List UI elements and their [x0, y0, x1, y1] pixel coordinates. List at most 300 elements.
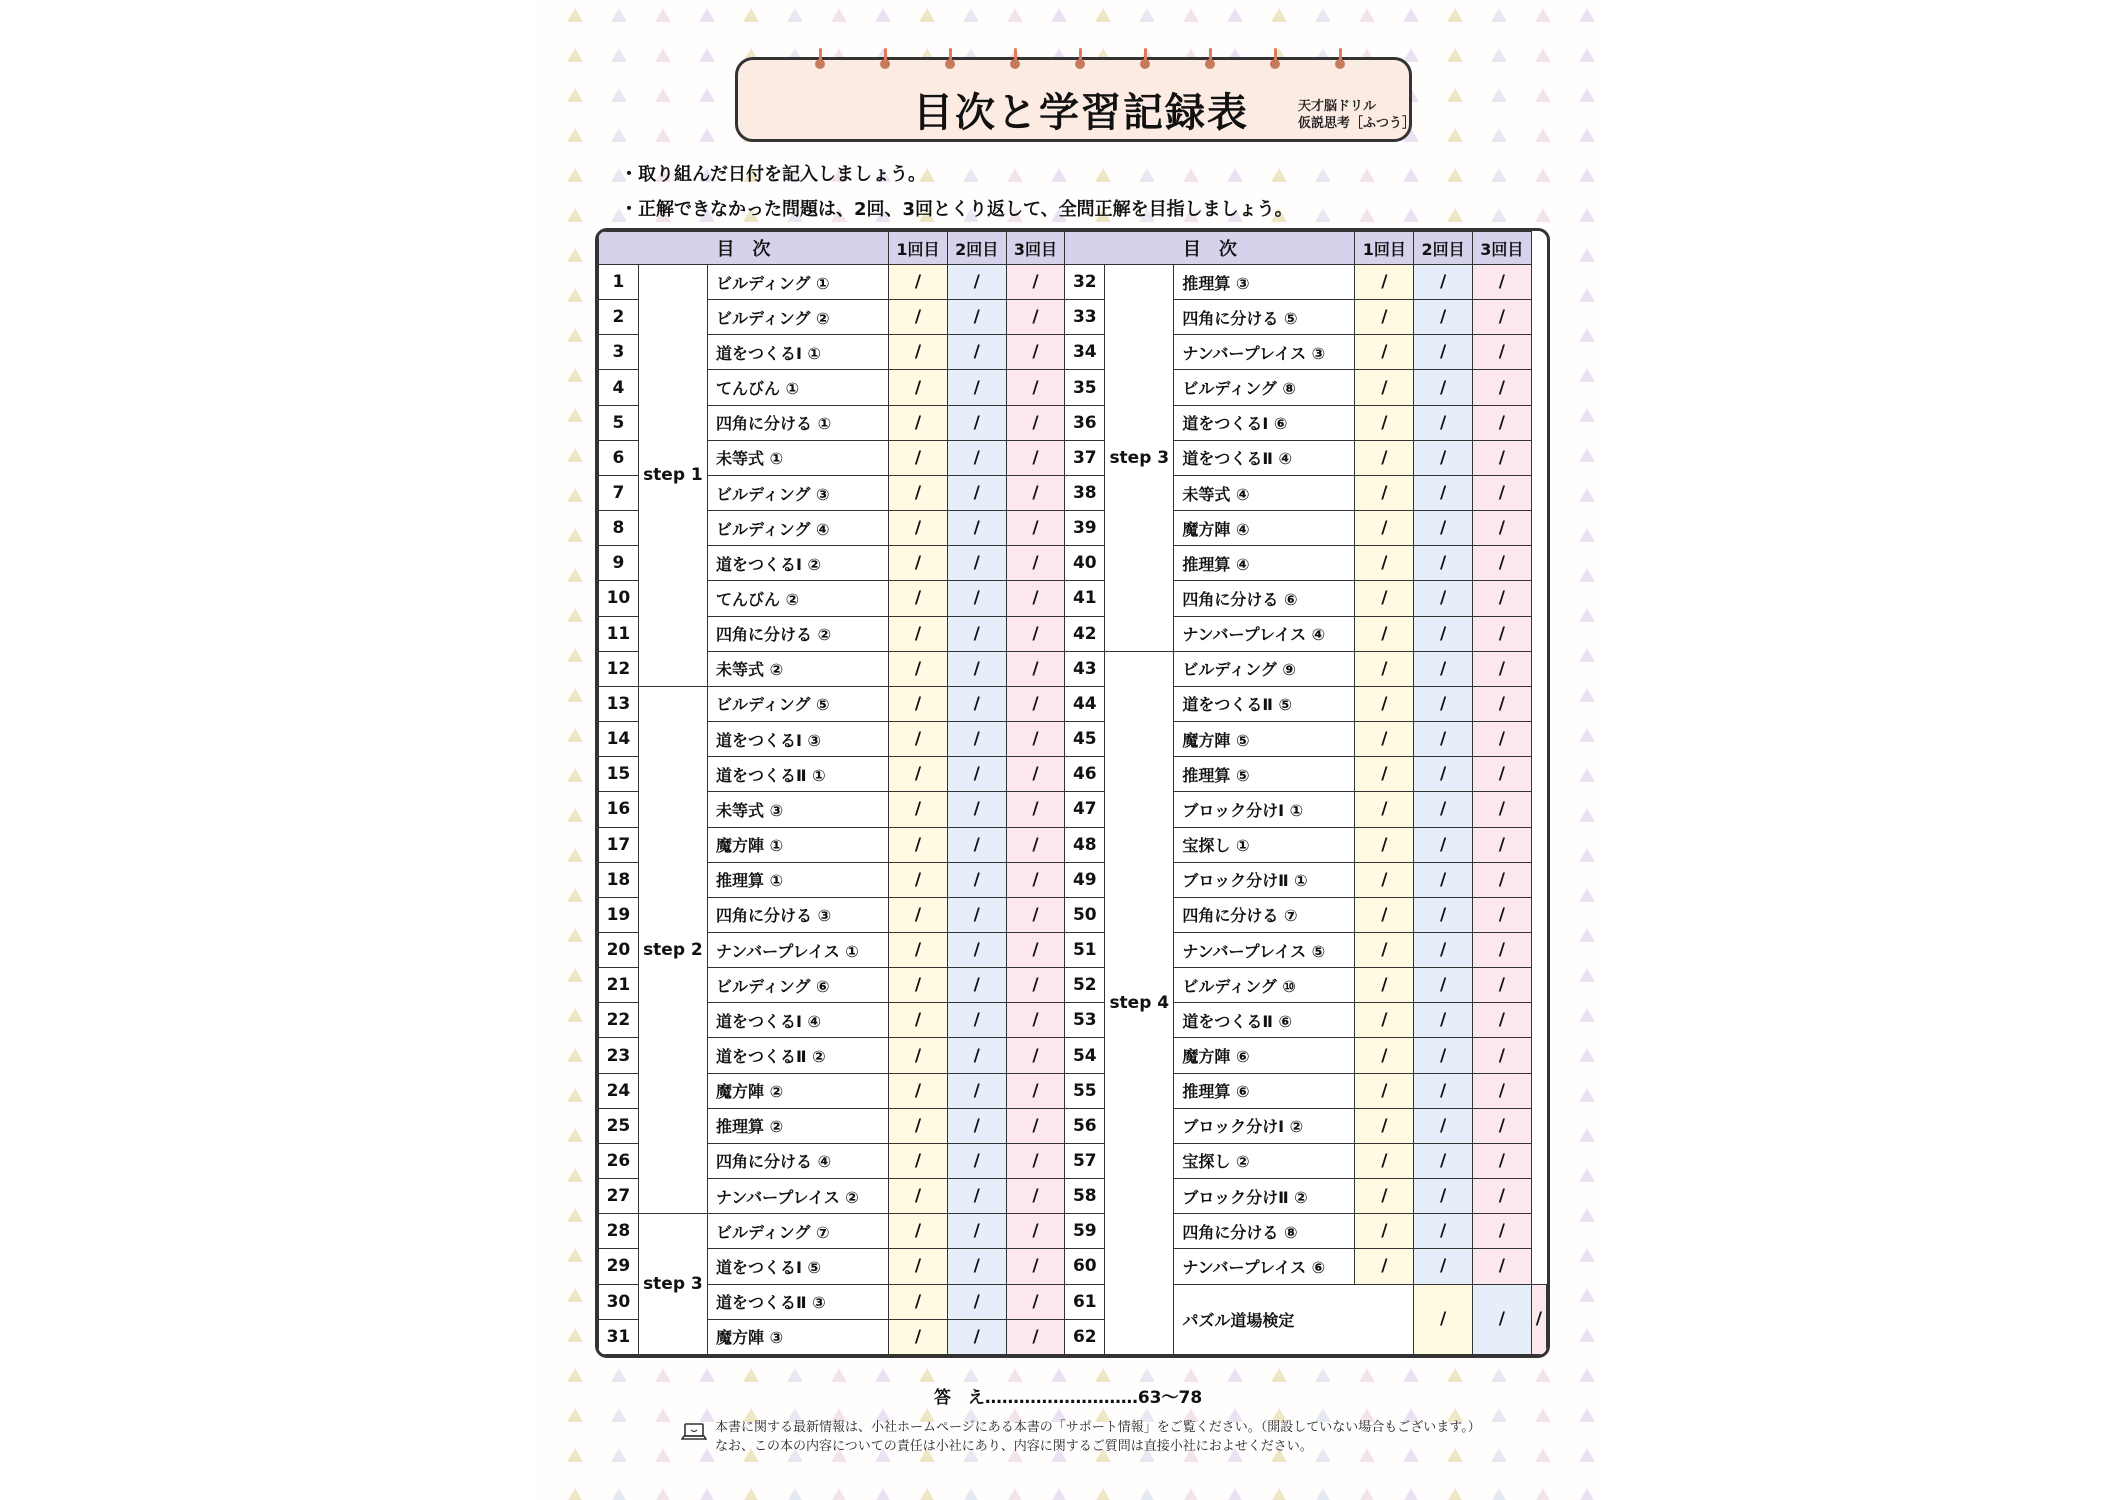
date-cell-round2[interactable]: / — [947, 1179, 1006, 1214]
date-cell-round3[interactable]: / — [1472, 265, 1531, 300]
date-cell-round1[interactable]: / — [889, 1284, 948, 1319]
date-cell-round3[interactable]: / — [1006, 405, 1065, 440]
date-cell-round3[interactable]: / — [1006, 968, 1065, 1003]
date-cell-round1[interactable]: / — [1355, 827, 1414, 862]
pattern-triangle — [1359, 1368, 1375, 1382]
pattern-triangle — [1491, 1488, 1507, 1500]
date-cell-round2[interactable]: / — [947, 1003, 1006, 1038]
date-cell-round1[interactable]: / — [1355, 1214, 1414, 1249]
header-contents-right: 目 次 — [1065, 232, 1355, 265]
date-cell-round2[interactable]: / — [1414, 968, 1473, 1003]
table-row — [599, 616, 1547, 651]
pattern-triangle — [875, 1368, 891, 1382]
pattern-triangle — [1579, 168, 1595, 182]
date-cell-round3[interactable]: / — [1006, 1319, 1065, 1354]
pattern-triangle — [1579, 808, 1595, 822]
date-cell-round1[interactable]: / — [889, 1319, 948, 1354]
date-cell-round3[interactable]: / — [1006, 932, 1065, 967]
item-number: 18 — [599, 862, 639, 897]
table-row — [599, 581, 1547, 616]
date-cell-round3[interactable]: / — [1472, 546, 1531, 581]
date-cell-round3[interactable]: / — [1006, 475, 1065, 510]
date-cell-round3[interactable]: / — [1472, 1038, 1531, 1073]
pattern-triangle — [1491, 1408, 1507, 1422]
date-cell-round2[interactable]: / — [947, 651, 1006, 686]
date-cell-round3[interactable]: / — [1006, 1284, 1065, 1319]
date-cell-round3[interactable]: / — [1006, 651, 1065, 686]
item-number: 47 — [1065, 792, 1105, 827]
date-cell-round3[interactable]: / — [1006, 722, 1065, 757]
item-number: 20 — [599, 932, 639, 967]
pattern-triangle — [787, 8, 803, 22]
item-title: ビルディング ⑤ — [708, 686, 889, 721]
date-cell-round2[interactable]: / — [1414, 335, 1473, 370]
pattern-triangle — [1579, 688, 1595, 702]
date-cell-round1[interactable]: / — [889, 440, 948, 475]
date-cell-round2[interactable]: / — [947, 300, 1006, 335]
date-cell-round2[interactable]: / — [947, 897, 1006, 932]
pattern-triangle — [1491, 128, 1507, 142]
table-row — [599, 265, 1547, 300]
table-row — [599, 511, 1547, 546]
date-cell-round2[interactable]: / — [947, 968, 1006, 1003]
date-cell-round1[interactable]: / — [1355, 1143, 1414, 1178]
item-title: ナンバープレイス ④ — [1174, 616, 1355, 651]
date-cell-round2[interactable]: / — [947, 1073, 1006, 1108]
page-title: 目次と学習記録表 — [913, 90, 1249, 136]
date-cell-round1[interactable]: / — [889, 1143, 948, 1178]
date-cell-round2[interactable]: / — [1414, 757, 1473, 792]
date-cell-round2[interactable]: / — [947, 440, 1006, 475]
pattern-triangle — [875, 1488, 891, 1500]
pattern-triangle — [1139, 8, 1155, 22]
date-cell-round2[interactable]: / — [947, 1038, 1006, 1073]
date-cell-round3[interactable]: / — [1006, 757, 1065, 792]
date-cell-round1[interactable]: / — [889, 405, 948, 440]
step-label: step 3 — [638, 1214, 707, 1355]
pattern-triangle — [655, 1488, 671, 1500]
date-cell-round1[interactable]: / — [1355, 1003, 1414, 1038]
date-cell-round2[interactable]: / — [947, 932, 1006, 967]
date-cell-round3[interactable]: / — [1006, 827, 1065, 862]
date-cell-round2[interactable]: / — [947, 862, 1006, 897]
item-number: 56 — [1065, 1108, 1105, 1143]
date-cell-round2[interactable]: / — [1414, 265, 1473, 300]
pattern-triangle — [1183, 8, 1199, 22]
date-cell-round1[interactable]: / — [1355, 897, 1414, 932]
date-cell-round1[interactable]: / — [1355, 440, 1414, 475]
footer-line-2: なお、この本の内容についての責任は小社にあり、内容に関するご質問は直接小社におよせください。 — [715, 1439, 1313, 1454]
date-cell-round3[interactable]: / — [1472, 440, 1531, 475]
pattern-triangle — [1403, 208, 1419, 222]
date-cell-round1[interactable]: / — [889, 1108, 948, 1143]
date-cell-round1[interactable]: / — [889, 1249, 948, 1284]
pattern-triangle — [567, 1288, 583, 1302]
binder-ring — [1206, 52, 1214, 68]
pattern-triangle — [567, 1008, 583, 1022]
item-number: 2 — [599, 300, 639, 335]
item-title: てんびん ② — [708, 581, 889, 616]
date-cell-round3[interactable]: / — [1006, 1108, 1065, 1143]
pattern-triangle — [787, 1368, 803, 1382]
pattern-triangle — [567, 768, 583, 782]
table-row — [599, 546, 1547, 581]
date-cell-round1[interactable]: / — [889, 1073, 948, 1108]
date-cell-round2[interactable]: / — [1414, 1143, 1473, 1178]
date-cell-round3[interactable]: / — [1472, 1179, 1531, 1214]
date-cell-round1[interactable]: / — [1414, 1284, 1473, 1354]
date-cell-round3[interactable]: / — [1006, 581, 1065, 616]
date-cell-round2[interactable]: / — [947, 757, 1006, 792]
date-cell-round3[interactable]: / — [1472, 1214, 1531, 1249]
date-cell-round1[interactable]: / — [1355, 335, 1414, 370]
date-cell-round2[interactable]: / — [947, 546, 1006, 581]
pattern-triangle — [831, 1368, 847, 1382]
date-cell-round1[interactable]: / — [889, 757, 948, 792]
date-cell-round3[interactable]: / — [1472, 1003, 1531, 1038]
date-cell-round3[interactable]: / — [1472, 581, 1531, 616]
date-cell-round1[interactable]: / — [1355, 300, 1414, 335]
item-title: ビルディング ⑧ — [1174, 370, 1355, 405]
date-cell-round1[interactable]: / — [1355, 1073, 1414, 1108]
item-title: 魔方陣 ⑤ — [1174, 722, 1355, 757]
pattern-triangle — [875, 8, 891, 22]
date-cell-round3[interactable]: / — [1472, 511, 1531, 546]
item-number: 12 — [599, 651, 639, 686]
date-cell-round1[interactable]: / — [889, 511, 948, 546]
date-cell-round1[interactable]: / — [889, 1038, 948, 1073]
pattern-triangle — [1579, 888, 1595, 902]
date-cell-round3[interactable]: / — [1006, 511, 1065, 546]
pattern-triangle — [1535, 1488, 1551, 1500]
date-cell-round2[interactable]: / — [947, 511, 1006, 546]
pattern-triangle — [567, 88, 583, 102]
date-cell-round1[interactable]: / — [889, 686, 948, 721]
item-title: 四角に分ける ⑤ — [1174, 300, 1355, 335]
date-cell-round1[interactable]: / — [889, 651, 948, 686]
date-cell-round3[interactable]: / — [1006, 440, 1065, 475]
date-cell-round2[interactable]: / — [1414, 1179, 1473, 1214]
item-title: 推理算 ① — [708, 862, 889, 897]
pattern-triangle — [1579, 288, 1595, 302]
date-cell-round3[interactable]: / — [1472, 335, 1531, 370]
item-number: 51 — [1065, 932, 1105, 967]
date-cell-round3[interactable]: / — [1006, 686, 1065, 721]
date-cell-round3[interactable]: / — [1472, 475, 1531, 510]
date-cell-round1[interactable]: / — [1355, 932, 1414, 967]
date-cell-round3[interactable]: / — [1472, 1143, 1531, 1178]
pattern-triangle — [1535, 8, 1551, 22]
date-cell-round3[interactable]: / — [1472, 370, 1531, 405]
pattern-triangle — [1579, 248, 1595, 262]
date-cell-round2[interactable]: / — [947, 1143, 1006, 1178]
date-cell-round1[interactable]: / — [1355, 546, 1414, 581]
date-cell-round1[interactable]: / — [889, 1214, 948, 1249]
pattern-triangle — [567, 648, 583, 662]
date-cell-round2[interactable]: / — [1414, 1038, 1473, 1073]
item-number: 10 — [599, 581, 639, 616]
date-cell-round2[interactable]: / — [1414, 1214, 1473, 1249]
item-number: 26 — [599, 1143, 639, 1178]
date-cell-round2[interactable]: / — [947, 792, 1006, 827]
date-cell-round2[interactable]: / — [1414, 862, 1473, 897]
date-cell-round2[interactable]: / — [1472, 1284, 1531, 1354]
pattern-triangle — [611, 1448, 627, 1462]
pattern-triangle — [1579, 528, 1595, 542]
date-cell-round1[interactable]: / — [1355, 792, 1414, 827]
pattern-triangle — [699, 1448, 715, 1462]
date-cell-round3[interactable]: / — [1472, 792, 1531, 827]
book-name-line1: 天才脳ドリル — [1298, 99, 1377, 114]
date-cell-round1[interactable]: / — [1355, 968, 1414, 1003]
pattern-triangle — [787, 1488, 803, 1500]
table-row — [599, 335, 1547, 370]
date-cell-round3[interactable]: / — [1472, 651, 1531, 686]
table-row — [599, 440, 1547, 475]
date-cell-round1[interactable]: / — [1355, 722, 1414, 757]
date-cell-round2[interactable]: / — [947, 335, 1006, 370]
date-cell-round3[interactable]: / — [1472, 1249, 1531, 1284]
date-cell-round2[interactable]: / — [947, 265, 1006, 300]
pattern-triangle — [1579, 568, 1595, 582]
date-cell-round3[interactable]: / — [1472, 1073, 1531, 1108]
date-cell-round2[interactable]: / — [947, 1319, 1006, 1354]
date-cell-round2[interactable]: / — [1414, 792, 1473, 827]
date-cell-round2[interactable]: / — [947, 475, 1006, 510]
date-cell-round1[interactable]: / — [889, 265, 948, 300]
pattern-triangle — [1315, 1368, 1331, 1382]
date-cell-round2[interactable]: / — [1414, 686, 1473, 721]
item-title: ビルディング ① — [708, 265, 889, 300]
date-cell-round2[interactable]: / — [947, 686, 1006, 721]
date-cell-round1[interactable]: / — [1355, 1249, 1414, 1284]
item-number: 25 — [599, 1108, 639, 1143]
date-cell-round3[interactable]: / — [1472, 405, 1531, 440]
date-cell-round3[interactable]: / — [1472, 1108, 1531, 1143]
date-cell-round1[interactable]: / — [889, 475, 948, 510]
date-cell-round2[interactable]: / — [1414, 651, 1473, 686]
date-cell-round3[interactable]: / — [1472, 616, 1531, 651]
item-number: 4 — [599, 370, 639, 405]
item-number: 8 — [599, 511, 639, 546]
date-cell-round3[interactable]: / — [1006, 1073, 1065, 1108]
item-number: 35 — [1065, 370, 1105, 405]
date-cell-round3[interactable]: / — [1006, 265, 1065, 300]
date-cell-round1[interactable]: / — [889, 968, 948, 1003]
date-cell-round2[interactable]: / — [947, 1284, 1006, 1319]
date-cell-round1[interactable]: / — [1355, 370, 1414, 405]
date-cell-round2[interactable]: / — [1414, 581, 1473, 616]
date-cell-round1[interactable]: / — [889, 722, 948, 757]
pattern-triangle — [567, 528, 583, 542]
date-cell-round3[interactable]: / — [1006, 1003, 1065, 1038]
date-cell-round3[interactable]: / — [1006, 335, 1065, 370]
item-number: 44 — [1065, 686, 1105, 721]
date-cell-round3[interactable]: / — [1472, 862, 1531, 897]
date-cell-round1[interactable]: / — [1355, 511, 1414, 546]
date-cell-round1[interactable]: / — [1355, 405, 1414, 440]
date-cell-round3[interactable]: / — [1531, 1284, 1546, 1354]
date-cell-round1[interactable]: / — [1355, 686, 1414, 721]
date-cell-round1[interactable]: / — [1355, 1179, 1414, 1214]
date-cell-round1[interactable]: / — [889, 1179, 948, 1214]
pattern-triangle — [1579, 48, 1595, 62]
pattern-triangle — [1315, 168, 1331, 182]
date-cell-round1[interactable]: / — [1355, 265, 1414, 300]
date-cell-round2[interactable]: / — [1414, 932, 1473, 967]
book-name — [1298, 98, 1416, 132]
pattern-triangle — [611, 1408, 627, 1422]
item-title: 魔方陣 ⑥ — [1174, 1038, 1355, 1073]
date-cell-round1[interactable]: / — [1355, 757, 1414, 792]
date-cell-round2[interactable]: / — [1414, 1108, 1473, 1143]
table-row — [599, 932, 1547, 967]
date-cell-round2[interactable]: / — [947, 722, 1006, 757]
item-title: 道をつくるⅡ ① — [708, 757, 889, 792]
date-cell-round2[interactable]: / — [1414, 722, 1473, 757]
date-cell-round1[interactable]: / — [1355, 651, 1414, 686]
answer-pages: 答 え………………………63〜78 — [933, 1388, 1203, 1408]
step-label: step 2 — [638, 686, 707, 1213]
item-number: 36 — [1065, 405, 1105, 440]
item-title: ビルディング ② — [708, 300, 889, 335]
pattern-triangle — [963, 8, 979, 22]
date-cell-round3[interactable]: / — [1472, 300, 1531, 335]
date-cell-round2[interactable]: / — [947, 1108, 1006, 1143]
date-cell-round2[interactable]: / — [1414, 370, 1473, 405]
pattern-triangle — [699, 48, 715, 62]
date-cell-round3[interactable]: / — [1006, 792, 1065, 827]
date-cell-round3[interactable]: / — [1472, 827, 1531, 862]
date-cell-round1[interactable]: / — [1355, 1038, 1414, 1073]
pattern-triangle — [1579, 1488, 1595, 1500]
date-cell-round1[interactable]: / — [889, 546, 948, 581]
date-cell-round3[interactable]: / — [1472, 686, 1531, 721]
item-title: 四角に分ける ③ — [708, 897, 889, 932]
date-cell-round2[interactable]: / — [1414, 1073, 1473, 1108]
header-round1-left: 1回目 — [889, 232, 948, 265]
date-cell-round3[interactable]: / — [1006, 616, 1065, 651]
pattern-triangle — [1183, 1368, 1199, 1382]
pattern-triangle — [567, 1448, 583, 1462]
date-cell-round1[interactable]: / — [889, 827, 948, 862]
date-cell-round2[interactable]: / — [1414, 1003, 1473, 1038]
date-cell-round3[interactable]: / — [1006, 1249, 1065, 1284]
date-cell-round1[interactable]: / — [1355, 475, 1414, 510]
date-cell-round1[interactable]: / — [889, 862, 948, 897]
date-cell-round2[interactable]: / — [947, 1214, 1006, 1249]
date-cell-round3[interactable]: / — [1006, 546, 1065, 581]
pattern-triangle — [1579, 1208, 1595, 1222]
pattern-triangle — [567, 1368, 583, 1382]
date-cell-round2[interactable]: / — [1414, 405, 1473, 440]
date-cell-round3[interactable]: / — [1006, 1214, 1065, 1249]
item-title: 道をつくるⅡ ② — [708, 1038, 889, 1073]
item-title: 四角に分ける ⑦ — [1174, 897, 1355, 932]
date-cell-round3[interactable]: / — [1006, 370, 1065, 405]
item-number: 1 — [599, 265, 639, 300]
item-number: 31 — [599, 1319, 639, 1354]
date-cell-round3[interactable]: / — [1472, 932, 1531, 967]
item-title: てんびん ① — [708, 370, 889, 405]
date-cell-round1[interactable]: / — [1355, 616, 1414, 651]
date-cell-round1[interactable]: / — [889, 616, 948, 651]
date-cell-round2[interactable]: / — [947, 370, 1006, 405]
date-cell-round1[interactable]: / — [1355, 581, 1414, 616]
pattern-triangle — [655, 1448, 671, 1462]
date-cell-round3[interactable]: / — [1006, 897, 1065, 932]
date-cell-round3[interactable]: / — [1472, 968, 1531, 1003]
table-row — [599, 1284, 1547, 1319]
date-cell-round1[interactable]: / — [889, 897, 948, 932]
pattern-triangle — [1403, 8, 1419, 22]
date-cell-round2[interactable]: / — [1414, 827, 1473, 862]
date-cell-round2[interactable]: / — [1414, 511, 1473, 546]
date-cell-round3[interactable]: / — [1006, 300, 1065, 335]
contents-record-table — [595, 228, 1550, 1358]
date-cell-round1[interactable]: / — [889, 1003, 948, 1038]
pattern-triangle — [567, 1328, 583, 1342]
date-cell-round2[interactable]: / — [1414, 897, 1473, 932]
date-cell-round1[interactable]: / — [889, 335, 948, 370]
pattern-triangle — [611, 128, 627, 142]
date-cell-round2[interactable]: / — [1414, 616, 1473, 651]
date-cell-round2[interactable]: / — [947, 405, 1006, 440]
date-cell-round2[interactable]: / — [947, 616, 1006, 651]
date-cell-round3[interactable]: / — [1006, 862, 1065, 897]
date-cell-round3[interactable]: / — [1472, 897, 1531, 932]
item-number: 22 — [599, 1003, 639, 1038]
date-cell-round1[interactable]: / — [889, 932, 948, 967]
date-cell-round3[interactable]: / — [1472, 757, 1531, 792]
date-cell-round1[interactable]: / — [1355, 1108, 1414, 1143]
date-cell-round3[interactable]: / — [1472, 722, 1531, 757]
step-label: step 4 — [1105, 651, 1174, 1354]
date-cell-round1[interactable]: / — [889, 370, 948, 405]
item-number: 9 — [599, 546, 639, 581]
date-cell-round2[interactable]: / — [1414, 546, 1473, 581]
date-cell-round1[interactable]: / — [889, 792, 948, 827]
date-cell-round2[interactable]: / — [947, 581, 1006, 616]
table-row — [599, 1108, 1547, 1143]
pattern-triangle — [1579, 1128, 1595, 1142]
pattern-triangle — [1007, 168, 1023, 182]
date-cell-round1[interactable]: / — [1355, 862, 1414, 897]
pattern-triangle — [1359, 208, 1375, 222]
date-cell-round2[interactable]: / — [1414, 1249, 1473, 1284]
date-cell-round3[interactable]: / — [1006, 1038, 1065, 1073]
pattern-triangle — [567, 208, 583, 222]
item-number: 29 — [599, 1249, 639, 1284]
date-cell-round3[interactable]: / — [1006, 1143, 1065, 1178]
date-cell-round2[interactable]: / — [1414, 440, 1473, 475]
table-row — [599, 827, 1547, 862]
instruction-line-1: ・取り組んだ日付を記入しましょう。 — [620, 164, 926, 185]
item-title: ビルディング ⑩ — [1174, 968, 1355, 1003]
pattern-triangle — [655, 8, 671, 22]
pattern-triangle — [919, 1488, 935, 1500]
table-row — [599, 1003, 1547, 1038]
date-cell-round2[interactable]: / — [1414, 475, 1473, 510]
date-cell-round2[interactable]: / — [1414, 300, 1473, 335]
date-cell-round2[interactable]: / — [947, 1249, 1006, 1284]
date-cell-round1[interactable]: / — [889, 581, 948, 616]
date-cell-round1[interactable]: / — [889, 300, 948, 335]
item-title: 魔方陣 ② — [708, 1073, 889, 1108]
binder-ring — [946, 52, 954, 68]
date-cell-round2[interactable]: / — [947, 827, 1006, 862]
date-cell-round3[interactable]: / — [1006, 1179, 1065, 1214]
